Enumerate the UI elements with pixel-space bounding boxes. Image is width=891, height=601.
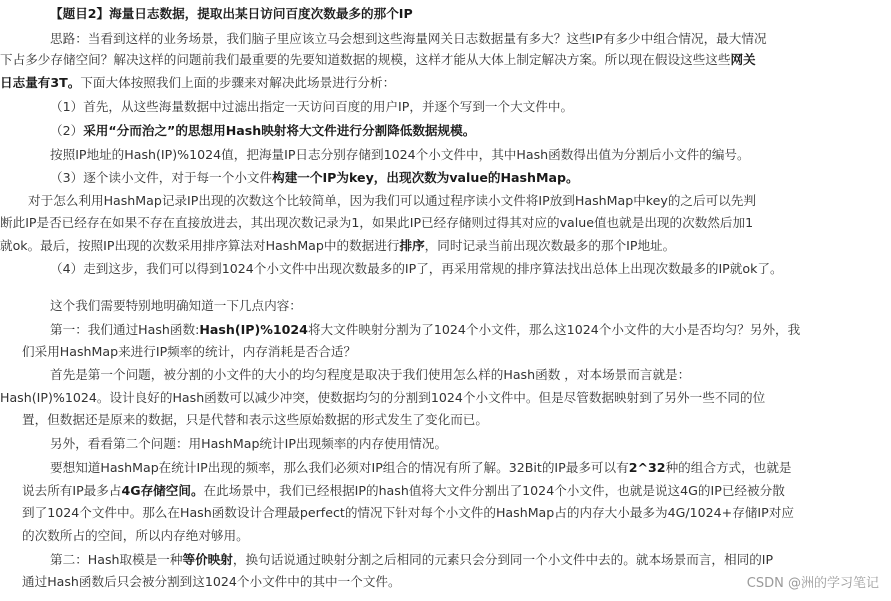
step-3 — [0, 168, 891, 189]
text-run: 在此场景中，我们已经根据IP的hash值将大文件分割出了1024个小文件，也就是说这4G的IP已经被分散 — [203, 483, 785, 498]
paragraph-line — [0, 50, 891, 71]
text-run: 下占多少存储空间？解决这样的问题前我们最重要的先要知道数据的规模，这样才能从大体上制定解决方案。所以现在假设这些这些 — [0, 52, 731, 67]
paragraph-line — [0, 434, 891, 455]
paragraph-line — [0, 550, 891, 571]
text-run: 这个我们需要特别地明确知道一下几点内容： — [50, 298, 302, 313]
text-run: 断此IP是否已经存在如果不存在直接放进去，其出现次数记录为1，如果此IP已经存储则过得其对应的value值也就是出现的次数然后加1 — [0, 215, 754, 230]
bold-text: Hash(IP)%1024 — [199, 322, 308, 337]
text-run: （2） — [50, 123, 84, 138]
text-run: 按照IP地址的Hash(IP)%1024值，把海量IP日志分别存储到1024个小文件中，其中Hash函数得出值为分割后小文件的编号。 — [50, 147, 750, 162]
text-run: 第一：我们通过Hash函数: — [50, 322, 200, 337]
paragraph-line — [0, 213, 891, 234]
bold-text: 4G存储空间。 — [121, 483, 204, 498]
paragraph-line — [0, 481, 891, 502]
text-run: 要想知道HashMap在统计IP出现的频率，那么我们必须对IP组合的情况有所了解。32Bit的IP最多可以有 — [50, 460, 629, 475]
paragraph-line — [0, 296, 891, 317]
text-run: 们采用HashMap来进行IP频率的统计，内存消耗是否合适？ — [22, 344, 357, 359]
paragraph-line — [0, 365, 891, 386]
step-1 — [0, 97, 891, 118]
bold-text: 等价映射 — [182, 552, 233, 567]
text-run: 将大文件映射分割为了1024个小文件，那么这1024个小文件的大小是否均匀？另外，我 — [307, 322, 801, 337]
text-run: ，换句话说通过映射分割之后相同的元素只会分到同一个小文件中去的。就本场景而言，相同的IP — [232, 552, 774, 567]
paragraph-line — [0, 191, 891, 212]
text-run: 到了1024个文件中。那么在Hash函数设计合理最perfect的情况下针对每个小文件的HashMap占的内存大小最多为4G/1024+存储IP对应 — [22, 505, 794, 520]
text-run: 就ok。最后，按照IP出现的次数采用排序算法对HashMap中的数据进行 — [0, 238, 400, 253]
text-run: 说去所有IP最多占 — [22, 483, 122, 498]
text-run: 第二：Hash取模是一种 — [50, 552, 183, 567]
problem-title — [0, 4, 891, 25]
bold-text: 2^32 — [628, 460, 666, 475]
text-run: 种的组合方式，也就是 — [665, 460, 792, 475]
bold-text: 构建一个IP为key，出现次数为value的HashMap。 — [272, 170, 579, 185]
paragraph-line — [0, 73, 891, 94]
paragraph-line — [0, 236, 891, 257]
paragraph-line — [0, 526, 891, 547]
text-run: ，同时记录当前出现次数最多的那个IP地址。 — [424, 238, 676, 253]
bold-text: 网关 — [730, 52, 756, 67]
text-run: 首先是第一个问题，被分割的小文件的大小的均匀程度是取决于我们使用怎么样的Hash函数 ，对本场景而言就是： — [50, 367, 691, 382]
bold-text: 排序 — [399, 238, 425, 253]
text-run: 思路：当看到这样的业务场景，我们脑子里应该立马会想到这些海量网关日志数据量有多大？这些IP有多少中组合情况，最大情况 — [50, 31, 767, 46]
text-run: （3）逐个读小文件，对于每一个小文件 — [50, 170, 273, 185]
paragraph-line — [0, 503, 891, 524]
paragraph-line — [0, 342, 891, 363]
text-run: 另外，看看第二个问题：用HashMap统计IP出现频率的内存使用情况。 — [50, 436, 448, 451]
paragraph-line — [0, 145, 891, 166]
paragraph-line — [0, 410, 891, 431]
text-run: Hash(IP)%1024。设计良好的Hash函数可以减少冲突，使数据均匀的分割到1024个小文件中。但是尽管数据映射到了另外一些不同的位 — [0, 390, 766, 405]
paragraph-line — [0, 458, 891, 479]
bold-text: 日志量有3T。 — [0, 75, 81, 90]
text-run: 下面大体按照我们上面的步骤来对解决此场景进行分析： — [80, 75, 396, 90]
text-run: 通过Hash函数后只会被分割到这1024个小文件中的其中一个文件。 — [22, 574, 401, 589]
text-run: 对于怎么利用HashMap记录IP出现的次数这个比较简单，因为我们可以通过程序读小文件将IP放到HashMap中key的之后可以先判 — [28, 193, 756, 208]
paragraph-line — [0, 320, 891, 341]
step-4 — [0, 259, 891, 280]
text-run: （4）走到这步，我们可以得到1024个小文件中出现次数最多的IP了，再采用常规的排序算法找出总体上出现次数最多的IP就ok了。 — [50, 261, 783, 276]
bold-text: 采用“分而治之”的思想用Hash映射将大文件进行分割降低数据规模。 — [83, 123, 476, 138]
text-run: （1）首先，从这些海量数据中过滤出指定一天访问百度的用户IP，并逐个写到一个大文件中。 — [50, 99, 574, 114]
csdn-watermark: CSDN @洲的学习笔记 — [746, 576, 879, 591]
text-run: 的次数所占的空间，所以内存绝对够用。 — [22, 528, 249, 543]
step-2 — [0, 121, 891, 142]
paragraph-line — [0, 29, 891, 50]
paragraph-line — [0, 388, 891, 409]
bold-text: 【题目2】海量日志数据，提取出某日访问百度次数最多的那个IP — [50, 6, 413, 21]
text-run: 置，但数据还是原来的数据，只是代替和表示这些原始数据的形式发生了变化而已。 — [22, 412, 488, 427]
